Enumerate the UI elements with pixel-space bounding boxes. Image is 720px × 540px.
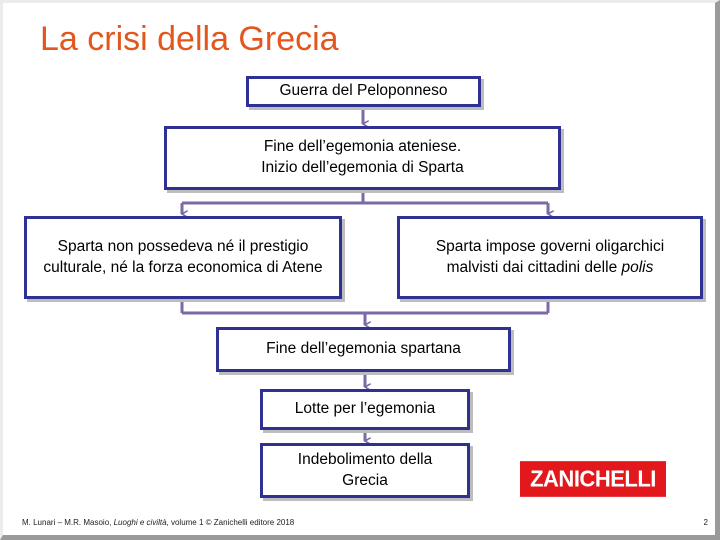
footer-credits: M. Lunari – M.R. Masoio, Luoghi e civiltà, volume 1 © Zanichelli editore 2018: [22, 518, 295, 527]
node-indebolimento-grecia: [260, 443, 470, 498]
footer-book-title: Luoghi e civiltà: [113, 518, 167, 527]
node-label: Lotte per l’egemonia: [294, 400, 436, 418]
node-guerra-del-peloponneso: [246, 76, 481, 107]
node-label: Sparta impose governi oligarchici malvisti dai cittadini delle polis: [435, 237, 665, 276]
node-label-italic: polis: [621, 258, 654, 276]
node-sparta-prestigio: [24, 216, 342, 299]
node-label: Sparta non possedeva né il prestigio culturale, né la forza economica di Atene: [43, 237, 323, 276]
slide-title: La crisi della Grecia: [40, 20, 339, 58]
node-fine-egemonia-ateniese: [164, 126, 561, 190]
node-label-line-1: Fine dell’egemonia ateniese.: [263, 138, 462, 156]
node-label: Guerra del Peloponneso: [279, 82, 448, 100]
node-fine-egemonia-spartana: [216, 327, 511, 372]
node-label-line-2: Inizio dell’egemonia di Sparta: [261, 159, 464, 176]
zanichelli-logo: ZANICHELLI: [520, 461, 666, 497]
node-lotte-egemonia: [260, 389, 470, 430]
page-number: 2: [703, 518, 708, 527]
node-label: Fine dell’egemonia spartana: [266, 340, 461, 358]
node-sparta-governi: [397, 216, 703, 299]
node-label: Indebolimento della Grecia: [297, 450, 433, 489]
